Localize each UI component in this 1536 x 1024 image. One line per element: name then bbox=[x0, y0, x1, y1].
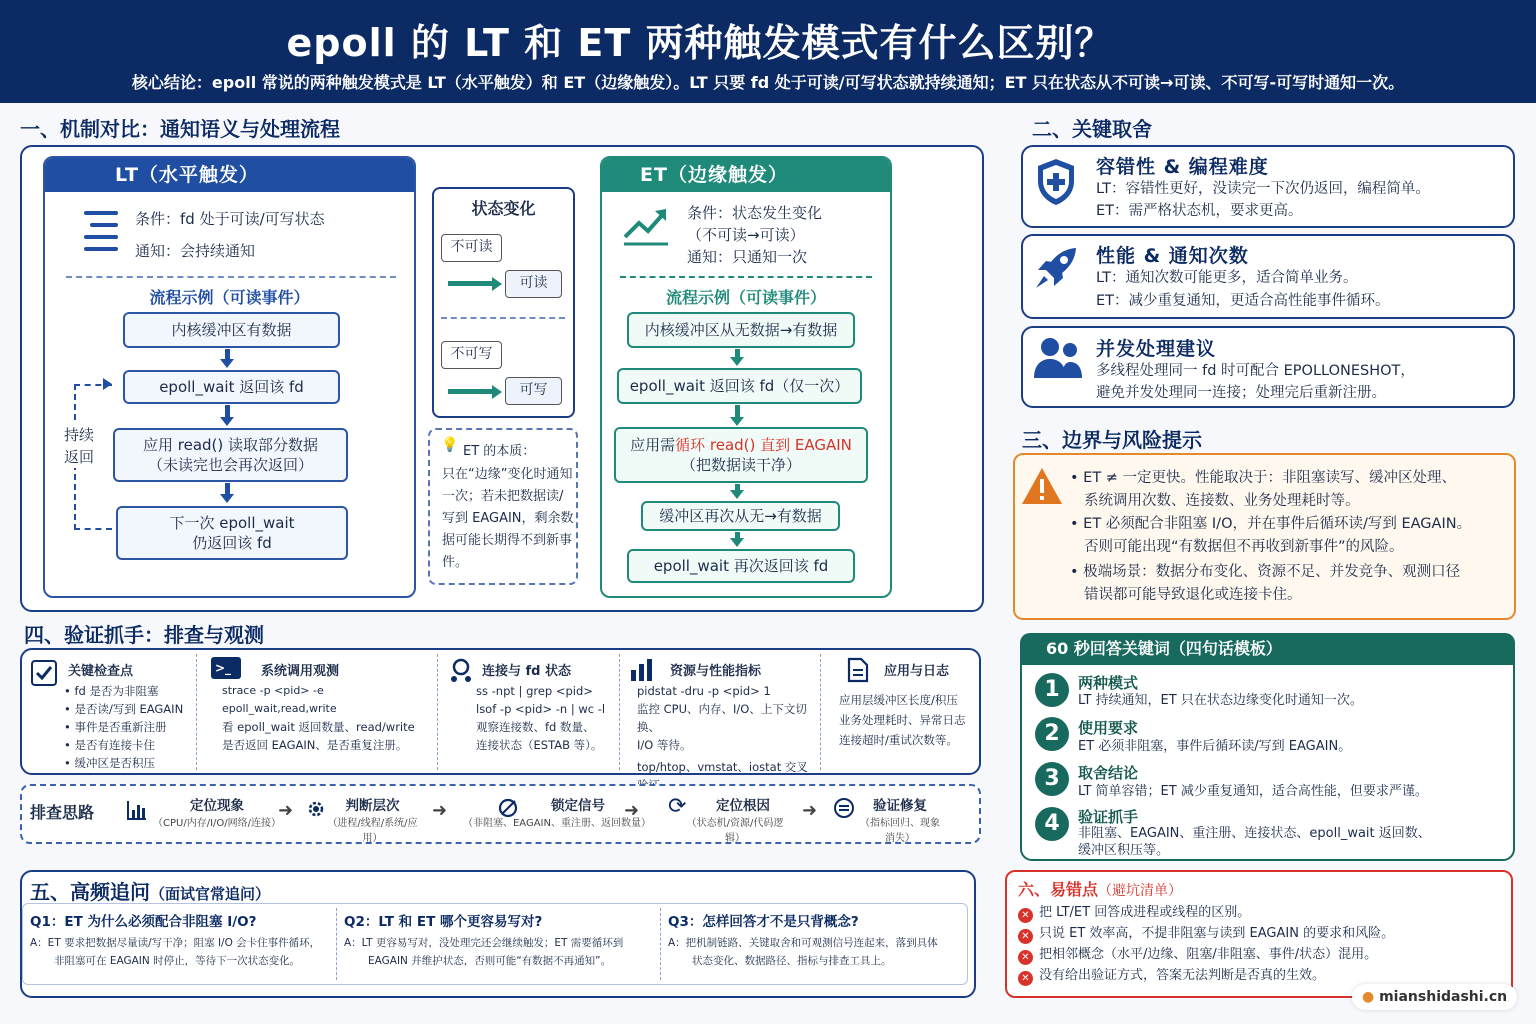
shield-icon bbox=[1034, 157, 1078, 207]
col5-line: 应用层缓冲区长度/积压 bbox=[839, 693, 958, 707]
mistake-text: 只说 ET 效率高，不提非阻塞与读到 EAGAIN 的要求和风险。 bbox=[1039, 926, 1395, 941]
x-circle-icon: ✕ bbox=[1018, 929, 1033, 944]
col5-line: 连接超时/重试次数等。 bbox=[839, 733, 958, 747]
risk-item-3: • 极端场景：数据分布变化、资源不足、并发竞争、观测口径 错误都可能导致退化或连接卡住。 bbox=[1070, 561, 1460, 607]
c3-line2: 避免并发处理同一连接；处理完后重新注册。 bbox=[1096, 385, 1386, 401]
et-step1-text: 内核缓冲区从无数据→有数据 bbox=[644, 321, 838, 339]
page-subtitle: 核心结论：epoll 常说的两种触发模式是 LT（水平触发）和 ET（边缘触发）。LT 只要 fd 处于可读/可写状态就持续通知；ET 只在状态从不可读→可读、不可写-可写时通知一次。 bbox=[131, 73, 1405, 92]
a2-line2: EAGAIN 并维护状态，否则可能“有数据不再通知”。 bbox=[368, 955, 612, 967]
col1-line: • fd 是否为非阻塞 bbox=[64, 684, 159, 698]
arrow-right-icon bbox=[492, 277, 502, 291]
c3-line1: 多线程处理同一 fd 时可配合 EPOLLONESHOT， bbox=[1096, 363, 1415, 379]
c3-title: 并发处理建议 bbox=[1096, 338, 1217, 360]
et-flow-title: 流程示例（可读事件） bbox=[665, 288, 826, 307]
lt-loop-label: 持续返回 bbox=[58, 424, 100, 468]
dot-icon: ● bbox=[1362, 989, 1375, 1005]
a3-line2: 状态变化、数据路径、指标与排查工具上。 bbox=[692, 955, 892, 967]
page-title: epoll 的 LT 和 ET 两种触发模式有什么区别？ bbox=[286, 21, 1114, 65]
risk-item-1: • ET ≠ 一定更快。性能取决于：非阻塞读写、缓冲区处理、 系统调用次数、连接数、业务处理耗时等。 bbox=[1070, 467, 1456, 513]
number-badge: 3 bbox=[1035, 762, 1069, 796]
note-body: 只在“边缘”变化时通知一次；若未把数据读/写到 EAGAIN，剩余数据可能长期得不到新事件。 bbox=[442, 467, 574, 570]
divider bbox=[820, 654, 821, 770]
et-notify: 通知：只通知一次 bbox=[687, 248, 808, 266]
section4-heading: 四、验证抓手：排查与观测 bbox=[24, 623, 264, 647]
c2-title: 性能 & 通知次数 bbox=[1096, 245, 1249, 267]
lt-step3-line2: （未读完也会再次返回） bbox=[147, 456, 313, 474]
col5-line: 业务处理耗时、异常日志 bbox=[839, 713, 966, 727]
col3-line: lsof -p <pid> -n | wc -l bbox=[476, 702, 606, 716]
step4-title: 定位根因 bbox=[716, 798, 770, 814]
section6-heading: 六、易错点 bbox=[1018, 880, 1099, 899]
col1-line: • 是否有连接卡住 bbox=[64, 738, 155, 752]
lightbulb-icon: 💡 bbox=[441, 437, 459, 453]
kw2-title: 使用要求 bbox=[1078, 719, 1139, 737]
risk-item-2: • ET 必须配合非阻塞 I/O，并在事件后循环读/写到 EAGAIN。 否则可能出现“有数据但不再收到新事件”的风险。 bbox=[1070, 513, 1471, 559]
arrow-shaft bbox=[448, 389, 494, 394]
kw3-desc: LT 简单容错；ET 减少重复通知，适合高性能，但要求严谨。 bbox=[1078, 784, 1428, 799]
q2-text: Q2：LT 和 ET 哪个更容易写对? bbox=[344, 914, 543, 930]
rocket-icon bbox=[1032, 244, 1082, 294]
lt-flow-step3 bbox=[113, 428, 348, 482]
users-icon bbox=[1032, 334, 1084, 382]
col1-line: • 是否读/写到 EAGAIN bbox=[64, 702, 184, 716]
col4-line: pidstat -dru -p <pid> 1 bbox=[637, 684, 771, 698]
mistake-text: 把相邻概念（水平/边缘、阻塞/非阻塞、事件/状态）混用。 bbox=[1039, 947, 1378, 962]
number-badge: 4 bbox=[1035, 807, 1069, 841]
et-title: ET（边缘触发） bbox=[602, 158, 890, 192]
lt-step4-line2: 仍返回该 fd bbox=[192, 534, 272, 552]
keywords-heading: 60 秒回答关键词（四句话模板） bbox=[1020, 633, 1515, 665]
col3-line: ss -npt | grep <pid> bbox=[476, 684, 593, 698]
col2-line: strace -p <pid> -e epoll_wait,read,write bbox=[222, 684, 337, 715]
kw2-desc: ET 必须非阻塞，事件后循环读/写到 EAGAIN。 bbox=[1078, 739, 1352, 754]
list-check-icon bbox=[833, 797, 855, 819]
col2-list bbox=[222, 682, 434, 754]
qa-item-2 bbox=[344, 910, 656, 970]
mistake-item bbox=[1018, 902, 1250, 923]
et-step4-text: 缓冲区再次从无→有数据 bbox=[659, 507, 822, 525]
et-flow-step2 bbox=[617, 368, 862, 404]
et-flow-step5 bbox=[627, 549, 855, 583]
col4-title: 资源与性能指标 bbox=[670, 664, 762, 679]
col4-list bbox=[637, 682, 817, 794]
section6-subheading: （避坑清单） bbox=[1098, 883, 1183, 899]
risk2-line1: ET 必须配合非阻塞 I/O，并在事件后循环读/写到 EAGAIN。 bbox=[1083, 516, 1472, 532]
step1-title: 定位现象 bbox=[190, 798, 244, 814]
arrow-shaft bbox=[448, 281, 494, 286]
step4-desc: （状态机/资源/代码逻辑） bbox=[686, 818, 784, 844]
mistake-text: 把 LT/ET 回答成进程或线程的区别。 bbox=[1039, 905, 1251, 920]
c1-line2: ET：需严格状态机，要求更高。 bbox=[1096, 203, 1303, 219]
et-step2-text: epoll_wait 返回该 fd（仅一次） bbox=[629, 377, 850, 395]
col1-list bbox=[64, 682, 194, 772]
arrow-down-icon bbox=[730, 417, 744, 426]
arrow-down-icon bbox=[730, 490, 744, 499]
et-condition: 条件：状态发生变化 bbox=[687, 204, 823, 222]
note-title: ET 的本质： bbox=[463, 444, 536, 459]
et-step3-line1 bbox=[630, 435, 852, 455]
x-circle-icon: ✕ bbox=[1018, 950, 1033, 965]
et-step3-highlight: 循环 read() 直到 EAGAIN bbox=[675, 436, 852, 454]
a3-line1: A：把机制链路、关键取舍和可观测信号连起来，落到具体 bbox=[668, 937, 938, 949]
col3-list bbox=[476, 682, 616, 754]
connection-icon bbox=[450, 658, 472, 684]
col1-line: • 缓冲区是否积压 bbox=[64, 756, 155, 770]
lt-step1-text: 内核缓冲区有数据 bbox=[171, 321, 292, 339]
mistake-text: 没有给出验证方式，答案无法判断是否真的生效。 bbox=[1039, 968, 1326, 983]
col2-title: 系统调用观测 bbox=[261, 664, 340, 679]
state-unwritable: 不可写 bbox=[441, 341, 502, 369]
divider bbox=[437, 654, 438, 770]
qa-item-3 bbox=[668, 910, 966, 970]
number-badge: 1 bbox=[1035, 673, 1069, 707]
risk2-line2: 否则可能出现“有数据但不再收到新事件”的风险。 bbox=[1084, 539, 1404, 555]
a2-line1: A：LT 更容易写对，没处理完还会继续触发；ET 需要循环到 bbox=[344, 937, 624, 949]
number-badge: 2 bbox=[1035, 717, 1069, 751]
watermark[interactable] bbox=[1352, 984, 1517, 1010]
col3-line: 观察连接数、fd 数量、 bbox=[476, 720, 595, 734]
col4-line: top/htop、vmstat、iostat 交叉 bbox=[637, 760, 808, 774]
kw4-title: 验证抓手 bbox=[1078, 808, 1139, 826]
divider bbox=[441, 317, 565, 319]
kw3-title: 取舍结论 bbox=[1078, 764, 1139, 782]
arrow-down-icon bbox=[220, 417, 234, 426]
col3-line: 连接状态（ESTAB 等）。 bbox=[476, 738, 603, 752]
arrow-down-icon bbox=[730, 357, 744, 366]
section5-subheading: （面试官常追问） bbox=[150, 885, 271, 903]
et-step3-line2: （把数据读干净） bbox=[680, 456, 801, 474]
loop-arrow-icon bbox=[103, 378, 112, 390]
x-circle-icon: ✕ bbox=[1018, 908, 1033, 923]
mistake-item bbox=[1018, 923, 1394, 944]
chart-icon bbox=[126, 799, 148, 821]
step-1 bbox=[152, 794, 282, 829]
lt-notify: 通知：会持续通知 bbox=[135, 242, 256, 260]
step3-title: 锁定信号 bbox=[551, 798, 605, 814]
col4-line: I/O 等待。 bbox=[637, 738, 692, 752]
kw4-desc-line1: 非阻塞、EAGAIN、重注册、连接状态、epoll_wait 返回数、 bbox=[1078, 826, 1431, 841]
lt-flow-step2 bbox=[123, 370, 340, 404]
terminal-icon: >_ bbox=[211, 657, 241, 679]
arrow-right-icon: ➜ bbox=[624, 800, 640, 821]
col2-line: 是否返回 EAGAIN、是否重复注册。 bbox=[222, 738, 408, 752]
lt-step2-text: epoll_wait 返回该 fd bbox=[159, 378, 304, 396]
lt-title: LT（水平触发） bbox=[45, 158, 414, 192]
section3-heading: 三、边界与风险提示 bbox=[1022, 428, 1202, 452]
c1-line1: LT：容错性更好，没读完一下次仍返回，编程简单。 bbox=[1096, 181, 1430, 197]
divider bbox=[336, 908, 337, 980]
document-icon bbox=[847, 657, 869, 683]
col4-line: 监控 CPU、内存、I/O、上下文切换、 bbox=[637, 702, 807, 734]
col3-title: 连接与 fd 状态 bbox=[482, 664, 572, 679]
lt-flow-step4 bbox=[116, 506, 348, 560]
c2-line1: LT：通知次数可能更多，适合简单业务。 bbox=[1096, 270, 1358, 286]
trend-up-icon bbox=[622, 207, 670, 247]
risk1-line2: 系统调用次数、连接数、业务处理耗时等。 bbox=[1084, 493, 1360, 509]
step5-title: 验证修复 bbox=[873, 798, 927, 814]
mistake-item bbox=[1018, 944, 1377, 965]
arrow-down-icon bbox=[220, 494, 234, 503]
lt-condition: 条件：fd 处于可读/可写状态 bbox=[135, 210, 325, 228]
step2-desc: （进程/线程/系统/应用） bbox=[327, 818, 418, 844]
kw4-desc-line2: 缓冲区积压等。 bbox=[1078, 843, 1170, 858]
section1-heading: 一、机制对比：通知语义与处理流程 bbox=[20, 117, 340, 141]
section2-heading: 二、关键取舍 bbox=[1032, 117, 1152, 141]
et-flow-step3 bbox=[614, 427, 868, 483]
col1-line: • 事件是否重新注册 bbox=[64, 720, 167, 734]
list-icon bbox=[80, 205, 120, 255]
arrow-down-icon bbox=[730, 538, 744, 547]
gear-icon bbox=[305, 798, 327, 820]
step-5 bbox=[860, 794, 940, 844]
risk3-line1: 极端场景：数据分布变化、资源不足、并发竞争、观测口径 bbox=[1083, 564, 1461, 580]
arrow-down-icon bbox=[220, 359, 234, 368]
et-flow-step4 bbox=[641, 501, 840, 531]
divider bbox=[66, 276, 396, 278]
col5-title: 应用与日志 bbox=[884, 664, 950, 679]
state-title: 状态变化 bbox=[471, 199, 536, 218]
arrow-right-icon bbox=[492, 385, 502, 399]
arrow-right-icon: ➜ bbox=[278, 800, 294, 821]
state-unreadable: 不可读 bbox=[441, 234, 502, 262]
divider bbox=[619, 654, 620, 770]
et-condition2: （不可读→可读） bbox=[687, 226, 805, 244]
section5-heading-wrap bbox=[30, 876, 270, 905]
watermark-text: mianshidashi.cn bbox=[1379, 989, 1508, 1005]
risk1-line1: ET ≠ 一定更快。性能取决于：非阻塞读写、缓冲区处理、 bbox=[1083, 470, 1457, 486]
step-2 bbox=[325, 794, 420, 844]
checkbox-icon bbox=[31, 660, 57, 686]
section6-heading-wrap bbox=[1018, 877, 1182, 900]
warning-icon bbox=[1020, 466, 1064, 506]
bar-chart-icon bbox=[630, 658, 654, 682]
col2-line: 看 epoll_wait 返回数量、read/write bbox=[222, 720, 415, 734]
kw1-title: 两种模式 bbox=[1078, 674, 1139, 692]
lt-step3-line1: 应用 read() 读取部分数据 bbox=[142, 436, 319, 454]
arrow-right-icon: ➜ bbox=[802, 800, 818, 821]
flow-label: 排查思路 bbox=[30, 803, 95, 822]
et-flow-step1 bbox=[627, 312, 855, 348]
col1-title: 关键检查点 bbox=[68, 664, 134, 679]
divider bbox=[196, 654, 197, 770]
step-4 bbox=[680, 794, 790, 844]
refresh-icon: ⟳ bbox=[668, 794, 687, 819]
lt-flow-step1 bbox=[123, 312, 340, 348]
arrow-right-icon: ➜ bbox=[432, 800, 448, 821]
c1-title: 容错性 & 编程难度 bbox=[1096, 156, 1269, 178]
a1-line1: A：ET 要求把数据尽量读/写干净；阻塞 I/O 会卡住事件循环， bbox=[30, 937, 321, 949]
col5-list bbox=[839, 690, 979, 750]
step5-desc: （指标回归、现象消失） bbox=[860, 818, 940, 844]
q3-text: Q3：怎样回答才不是只背概念? bbox=[668, 914, 859, 930]
section5-heading: 五、高频追问 bbox=[30, 880, 150, 904]
mistake-item bbox=[1018, 965, 1325, 986]
divider bbox=[620, 276, 872, 278]
risk3-line2: 错误都可能导致退化或连接卡住。 bbox=[1084, 587, 1302, 603]
divider bbox=[660, 908, 661, 980]
et-step3-prefix: 应用需 bbox=[630, 436, 676, 454]
step2-title: 判断层次 bbox=[345, 798, 400, 814]
step3-desc: （非阻塞、EAGAIN、重注册、返回数量） bbox=[462, 818, 651, 829]
q1-text: Q1：ET 为什么必须配合非阻塞 I/O? bbox=[30, 914, 257, 930]
et-step5-text: epoll_wait 再次返回该 fd bbox=[653, 557, 829, 575]
kw1-desc: LT 持续通知，ET 只在状态边缘变化时通知一次。 bbox=[1078, 693, 1363, 708]
c2-line2: ET：减少重复通知，更适合高性能事件循环。 bbox=[1096, 293, 1390, 309]
qa-item-1 bbox=[30, 910, 334, 970]
lt-step4-line1: 下一次 epoll_wait bbox=[169, 514, 295, 532]
state-writable: 可写 bbox=[505, 377, 562, 405]
state-readable: 可读 bbox=[505, 270, 562, 298]
lt-flow-title: 流程示例（可读事件） bbox=[149, 288, 310, 307]
step1-desc: （CPU/内存/I/O/网络/连接） bbox=[153, 818, 281, 829]
x-circle-icon: ✕ bbox=[1018, 971, 1033, 986]
a1-line2: 非阻塞可在 EAGAIN 时停止，等待下一次状态变化。 bbox=[54, 955, 301, 967]
